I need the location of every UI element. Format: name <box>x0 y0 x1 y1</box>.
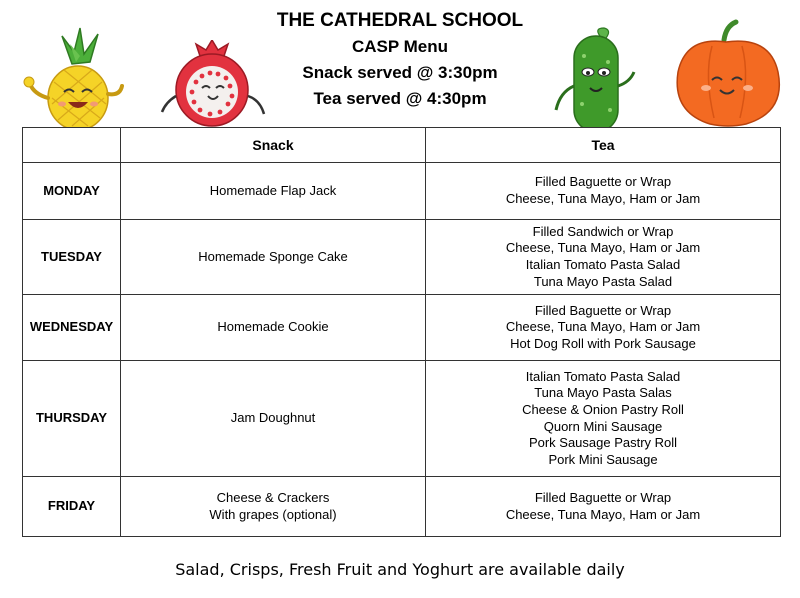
tea-line: Tuna Mayo Pasta Salas <box>534 385 672 401</box>
snack-line: Homemade Sponge Cake <box>198 248 348 264</box>
tea-line: Quorn Mini Sausage <box>543 418 663 434</box>
tea-line: Hot Dog Roll with Pork Sausage <box>510 335 696 351</box>
tea-line: Tuna Mayo Pasta Salad <box>533 273 673 289</box>
menu-title: CASP Menu <box>351 37 449 56</box>
header-day <box>23 128 121 163</box>
pepper-icon <box>666 18 790 128</box>
tea-line: Italian Tomato Pasta Salad <box>525 368 681 384</box>
tea-cell <box>426 295 781 361</box>
tea-line: Italian Tomato Pasta Salad <box>525 257 681 272</box>
snack-cell <box>121 220 426 295</box>
tea-line: Filled Sandwich or Wrap <box>532 223 674 239</box>
snack-line: Homemade Flap Jack <box>209 182 337 198</box>
table-row-thursday <box>23 361 781 477</box>
day-cell: THURSDAY <box>23 361 121 477</box>
table-row-wednesday <box>23 295 781 361</box>
snack-line: Cheese & Crackers <box>216 489 330 505</box>
tea-line: Pork Mini Sausage <box>548 451 658 467</box>
tea-line: Filled Baguette or Wrap <box>534 302 672 318</box>
table-row-friday <box>23 477 781 537</box>
day-cell: MONDAY <box>23 163 121 220</box>
tea-line: Cheese, Tuna Mayo, Ham or Jam <box>505 240 701 256</box>
snack-cell <box>121 295 426 361</box>
day-cell: WEDNESDAY <box>23 295 121 361</box>
tea-cell <box>426 220 781 295</box>
tea-line: Filled Baguette or Wrap <box>534 489 672 505</box>
snack-line: With grapes (optional) <box>209 506 337 522</box>
menu-table <box>22 127 781 537</box>
tea-line: Cheese, Tuna Mayo, Ham or Jam <box>505 506 701 522</box>
tea-line: Cheese & Onion Pastry Roll <box>522 401 684 417</box>
table-row-tuesday <box>23 220 781 295</box>
header-snack: Snack <box>121 128 426 163</box>
header-tea: Tea <box>426 128 781 163</box>
tea-cell <box>426 361 781 477</box>
school-title: THE CATHEDRAL SCHOOL <box>276 10 524 31</box>
daily-availability-note: Salad, Crisps, Fresh Fruit and Yoghurt are available daily <box>175 560 625 579</box>
snack-cell <box>121 361 426 477</box>
pomegranate-icon <box>156 40 274 128</box>
snack-cell <box>121 163 426 220</box>
tea-line: Cheese, Tuna Mayo, Ham or Jam <box>505 191 701 206</box>
cucumber-icon <box>544 26 640 128</box>
tea-line: Pork Sausage Pastry Roll <box>528 435 678 451</box>
day-cell: TUESDAY <box>23 220 121 295</box>
tea-line: Cheese, Tuna Mayo, Ham or Jam <box>505 319 701 335</box>
table-header-row <box>23 128 781 163</box>
snack-time: Snack served @ 3:30pm <box>302 63 498 82</box>
tea-cell <box>426 163 781 220</box>
tea-time: Tea served @ 4:30pm <box>313 89 487 108</box>
tea-cell <box>426 477 781 537</box>
tea-line: Filled Baguette or Wrap <box>534 174 672 190</box>
snack-line: Homemade Cookie <box>217 319 329 335</box>
pineapple-icon <box>14 22 126 128</box>
day-cell: FRIDAY <box>23 477 121 537</box>
snack-line: Jam Doughnut <box>230 410 316 426</box>
snack-cell <box>121 477 426 537</box>
table-row-monday <box>23 163 781 220</box>
